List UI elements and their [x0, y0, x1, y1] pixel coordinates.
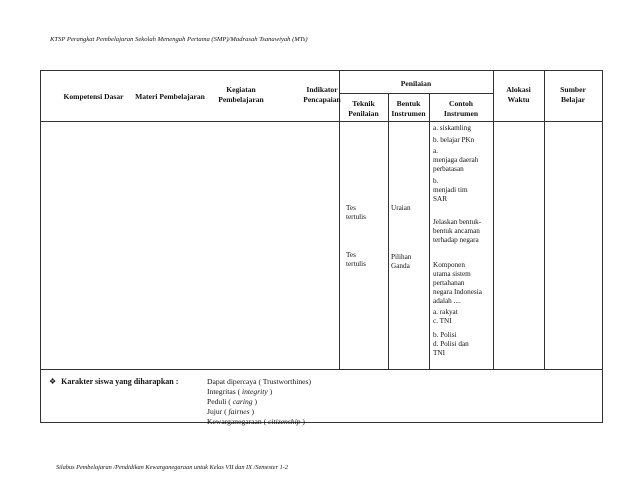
teknik-item: Tes tertulis: [346, 251, 366, 268]
trait-item: Dapat dipercaya ( Trustworthines): [207, 377, 311, 386]
bentuk-item: Pilihan Ganda: [391, 253, 412, 270]
trait-item: Kewarganegaraan ( citizenship ): [207, 417, 305, 426]
col-divider: [429, 93, 430, 369]
row-divider: [41, 369, 602, 370]
col-divider: [493, 71, 494, 369]
contoh-item: a. menjaga daerah perbatasan: [433, 147, 479, 173]
header-indikator-pencapaian: Indikator Pencapaian: [303, 85, 341, 104]
bentuk-item: Uraian: [391, 204, 411, 212]
trait-item: Peduli ( caring ): [207, 397, 257, 406]
trait-item: Integritas ( integrity ): [207, 387, 273, 396]
karakter-title: ❖ Karakter siswa yang diharapkan :: [49, 377, 179, 386]
teknik-item: Tes tertulis: [346, 204, 366, 221]
page-footer: Silabus Pembelajaran /Pendidikan Kewarganegaraan untuk Kelas VII dan IX /Semester 1-2: [56, 464, 289, 471]
diamond-bullet-icon: ❖: [49, 377, 57, 386]
header-contoh-instrumen: Contoh Instrumen: [443, 99, 479, 118]
row-divider: [41, 121, 602, 122]
contoh-item: b. Polisi d. Polisi dan TNI: [433, 331, 469, 357]
header-sumber-belajar: Sumber Belajar: [560, 85, 586, 104]
contoh-item: b. menjadi tim SAR: [433, 177, 468, 203]
header-alokasi-waktu: Alokasi Waktu: [506, 85, 531, 104]
header-bentuk-instrumen: Bentuk Instrumen: [391, 99, 426, 118]
header-kompetensi-dasar: Kompetensi Dasar: [63, 92, 124, 101]
contoh-item: a. rakyat c. TNI: [433, 308, 458, 325]
header-penilaian: Penilaian: [400, 79, 432, 88]
col-divider: [388, 93, 389, 369]
page-header: KTSP Perangkat Pembelajaran Sekolah Menengah Pertama (SMP)/Madrasah Tsanawiyah (MTs): [50, 36, 308, 43]
contoh-item: a. siskamling: [433, 124, 471, 132]
header-materi-pembelajaran: Materi Pembelajaran: [135, 92, 205, 101]
contoh-item: b. belajar PKn: [433, 136, 475, 144]
trait-item: Jujur ( fairnes ): [207, 407, 255, 416]
contoh-item: Komponen utama sistem pertahanan negara Indonesia adalah ....: [433, 261, 482, 305]
karakter-traits-list: [207, 377, 311, 427]
contoh-item: Jelaskan bentuk- bentuk ancaman terhadap negara: [433, 218, 482, 244]
header-kegiatan-pembelajaran: Kegiatan Pembelajaran: [218, 85, 264, 104]
header-teknik-penilaian: Teknik Penilaian: [348, 99, 379, 118]
col-divider: [544, 71, 545, 369]
syllabus-table: [40, 70, 603, 426]
